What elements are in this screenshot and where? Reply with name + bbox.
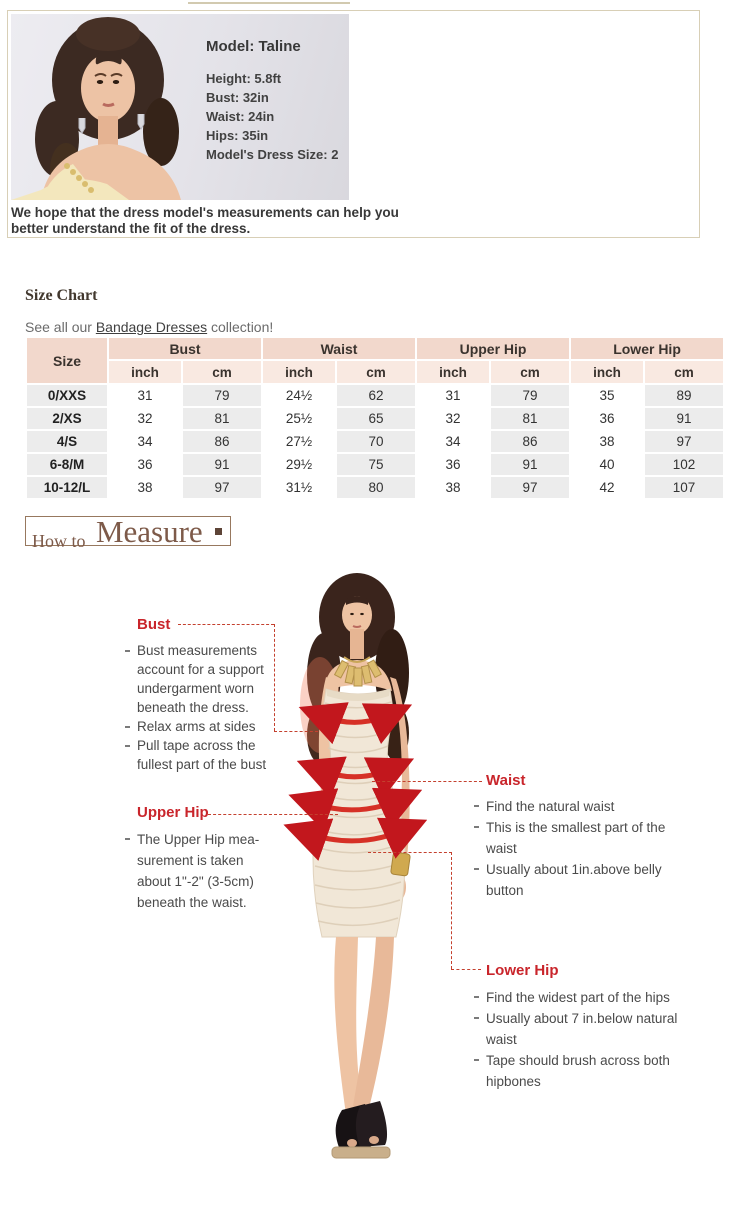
- bust-callout-item: [125, 641, 277, 717]
- how-to-label: How to: [32, 531, 86, 551]
- inch-value-cell: 38: [571, 431, 643, 452]
- model-stat-line: [206, 145, 349, 164]
- inch-value-cell: 34: [417, 431, 489, 452]
- cm-value-cell: 65: [337, 408, 415, 429]
- inch-value-cell: 31: [109, 385, 181, 406]
- inch-value-cell: 36: [571, 408, 643, 429]
- cm-value-cell: 75: [337, 454, 415, 475]
- collection-prefix: See all our: [25, 319, 96, 335]
- unit-header-cm: cm: [183, 361, 261, 383]
- cm-value-cell: 86: [491, 431, 569, 452]
- upper-hip-callout-item: [125, 829, 280, 913]
- waist-callout-title: Waist: [486, 772, 526, 789]
- lower-hip-callout-title: Lower Hip: [486, 962, 559, 979]
- lower-hip-callout-item: [474, 987, 686, 1008]
- model-name: Model: Taline: [206, 38, 301, 55]
- model-box-caption: We hope that the dress model's measurements can help you better understand the fit of the dress.: [11, 205, 399, 236]
- collection-line: [25, 319, 273, 335]
- bullet-marker-icon: [474, 868, 479, 870]
- cm-value-cell: 107: [645, 477, 723, 498]
- unit-header-cm: cm: [645, 361, 723, 383]
- unit-header-cm: cm: [337, 361, 415, 383]
- bullet-marker-icon: [474, 1059, 479, 1061]
- size-table-body: [27, 385, 723, 498]
- model-info-box: [7, 10, 700, 238]
- cm-value-cell: 79: [491, 385, 569, 406]
- unit-header-inch: inch: [263, 361, 335, 383]
- size-label-cell: 2/XS: [27, 408, 107, 429]
- lower-hip-callout-list: [474, 987, 686, 1092]
- item-text: Model's Dress Size: 2: [206, 147, 339, 162]
- bullet-marker-icon: [125, 745, 130, 747]
- bust-callout-item: [125, 736, 277, 774]
- waist-callout-list: [474, 796, 674, 901]
- bullet-marker-icon: [125, 650, 130, 652]
- item-text: The Upper Hip mea-surement is taken about 1"-2" (3-5cm) beneath the waist.: [137, 832, 260, 910]
- inch-value-cell: 40: [571, 454, 643, 475]
- item-text: Pull tape across the fullest part of the bust: [137, 738, 267, 772]
- item-text: Usually about 1in.above belly button: [486, 862, 662, 898]
- size-label-cell: 0/XXS: [27, 385, 107, 406]
- size-label-cell: 6-8/M: [27, 454, 107, 475]
- unit-header-inch: inch: [417, 361, 489, 383]
- bandage-dresses-link[interactable]: Bandage Dresses: [95, 319, 208, 335]
- cm-value-cell: 80: [337, 477, 415, 498]
- how-to-measure-heading: [25, 514, 231, 551]
- cm-value-cell: 102: [645, 454, 723, 475]
- bullet-marker-icon: [125, 726, 130, 728]
- size-label-cell: 4/S: [27, 431, 107, 452]
- cm-value-cell: 91: [183, 454, 261, 475]
- size-label-cell: 10-12/L: [27, 477, 107, 498]
- waist-callout-item: [474, 796, 674, 817]
- inch-value-cell: 32: [417, 408, 489, 429]
- item-text: Relax arms at sides: [137, 719, 256, 734]
- size-table-header: [27, 338, 723, 383]
- upper-hip-group-header: Upper Hip: [417, 338, 569, 359]
- model-photo: [11, 14, 349, 200]
- model-stat-line: [206, 69, 349, 88]
- size-table-row: [27, 431, 723, 452]
- inch-value-cell: 38: [417, 477, 489, 498]
- size-table-row: [27, 385, 723, 406]
- cm-value-cell: 91: [491, 454, 569, 475]
- size-table-row: [27, 454, 723, 475]
- collection-suffix: collection!: [207, 319, 274, 335]
- top-divider: [188, 2, 350, 4]
- lower-hip-callout-item: [474, 1050, 686, 1092]
- inch-value-cell: 27½: [263, 431, 335, 452]
- inch-value-cell: 34: [109, 431, 181, 452]
- lower-hip-connector-line: [451, 852, 452, 969]
- cm-value-cell: 81: [491, 408, 569, 429]
- bust-callout-item: [125, 717, 277, 736]
- lower-hip-group-header: Lower Hip: [571, 338, 723, 359]
- upper-hip-callout-list: [125, 829, 280, 913]
- model-stat-line: [206, 126, 349, 145]
- bust-connector-line: [274, 731, 318, 732]
- waist-callout-item: [474, 859, 674, 901]
- cm-value-cell: 70: [337, 431, 415, 452]
- unit-header-cm: cm: [491, 361, 569, 383]
- size-table: [25, 336, 725, 500]
- size-table-row: [27, 408, 723, 429]
- item-text: Tape should brush across both hipbones: [486, 1053, 670, 1089]
- bullet-marker-icon: [474, 996, 479, 998]
- item-text: Usually about 7 in.below natural waist: [486, 1011, 678, 1047]
- bullet-marker-icon: [474, 826, 479, 828]
- cm-value-cell: 91: [645, 408, 723, 429]
- bust-callout-title: Bust: [137, 616, 171, 633]
- size-chart-heading: Size Chart: [25, 287, 98, 304]
- inch-value-cell: 25½: [263, 408, 335, 429]
- inch-value-cell: 38: [109, 477, 181, 498]
- cm-value-cell: 86: [183, 431, 261, 452]
- size-column-header: Size: [27, 338, 107, 383]
- item-text: Bust measurements account for a support undergarment worn beneath the dress.: [137, 643, 264, 715]
- lower-hip-connector-line: [368, 852, 452, 853]
- cm-value-cell: 97: [645, 431, 723, 452]
- model-stats-list: [206, 69, 349, 164]
- model-stat-line: [206, 107, 349, 126]
- square-decoration-icon: [215, 528, 222, 535]
- bust-connector-line: [178, 624, 274, 625]
- cm-value-cell: 97: [183, 477, 261, 498]
- size-table-row: [27, 477, 723, 498]
- inch-value-cell: 31: [417, 385, 489, 406]
- bust-group-header: Bust: [109, 338, 261, 359]
- measure-label: Measure: [95, 514, 203, 549]
- lower-hip-connector-line: [451, 969, 481, 970]
- inch-value-cell: 31½: [263, 477, 335, 498]
- cm-value-cell: 62: [337, 385, 415, 406]
- item-text: Bust: 32in: [206, 90, 269, 105]
- upper-hip-connector-line: [208, 814, 338, 815]
- model-stat-line: [206, 88, 349, 107]
- bullet-marker-icon: [474, 1017, 479, 1019]
- model-stats-panel: [206, 38, 349, 164]
- item-text: Find the natural waist: [486, 799, 615, 814]
- waist-connector-line: [372, 781, 482, 782]
- item-text: This is the smallest part of the waist: [486, 820, 666, 856]
- waist-group-header: Waist: [263, 338, 415, 359]
- measurement-figure: [280, 565, 460, 1175]
- cm-value-cell: 89: [645, 385, 723, 406]
- inch-value-cell: 36: [109, 454, 181, 475]
- item-text: Waist: 24in: [206, 109, 275, 124]
- bullet-marker-icon: [125, 838, 130, 840]
- item-text: Find the widest part of the hips: [486, 990, 670, 1005]
- inch-value-cell: 24½: [263, 385, 335, 406]
- cm-value-cell: 79: [183, 385, 261, 406]
- cm-value-cell: 81: [183, 408, 261, 429]
- lower-hip-callout-item: [474, 1008, 686, 1050]
- bullet-marker-icon: [474, 805, 479, 807]
- upper-hip-callout-title: Upper Hip: [137, 804, 209, 821]
- inch-value-cell: 35: [571, 385, 643, 406]
- item-text: Hips: 35in: [206, 128, 269, 143]
- unit-header-inch: inch: [109, 361, 181, 383]
- model-portrait-image: [11, 14, 211, 200]
- bust-callout-list: [125, 641, 277, 774]
- unit-header-inch: inch: [571, 361, 643, 383]
- inch-value-cell: 29½: [263, 454, 335, 475]
- waist-callout-item: [474, 817, 674, 859]
- inch-value-cell: 32: [109, 408, 181, 429]
- cm-value-cell: 97: [491, 477, 569, 498]
- inch-value-cell: 36: [417, 454, 489, 475]
- inch-value-cell: 42: [571, 477, 643, 498]
- item-text: Height: 5.8ft: [206, 71, 282, 86]
